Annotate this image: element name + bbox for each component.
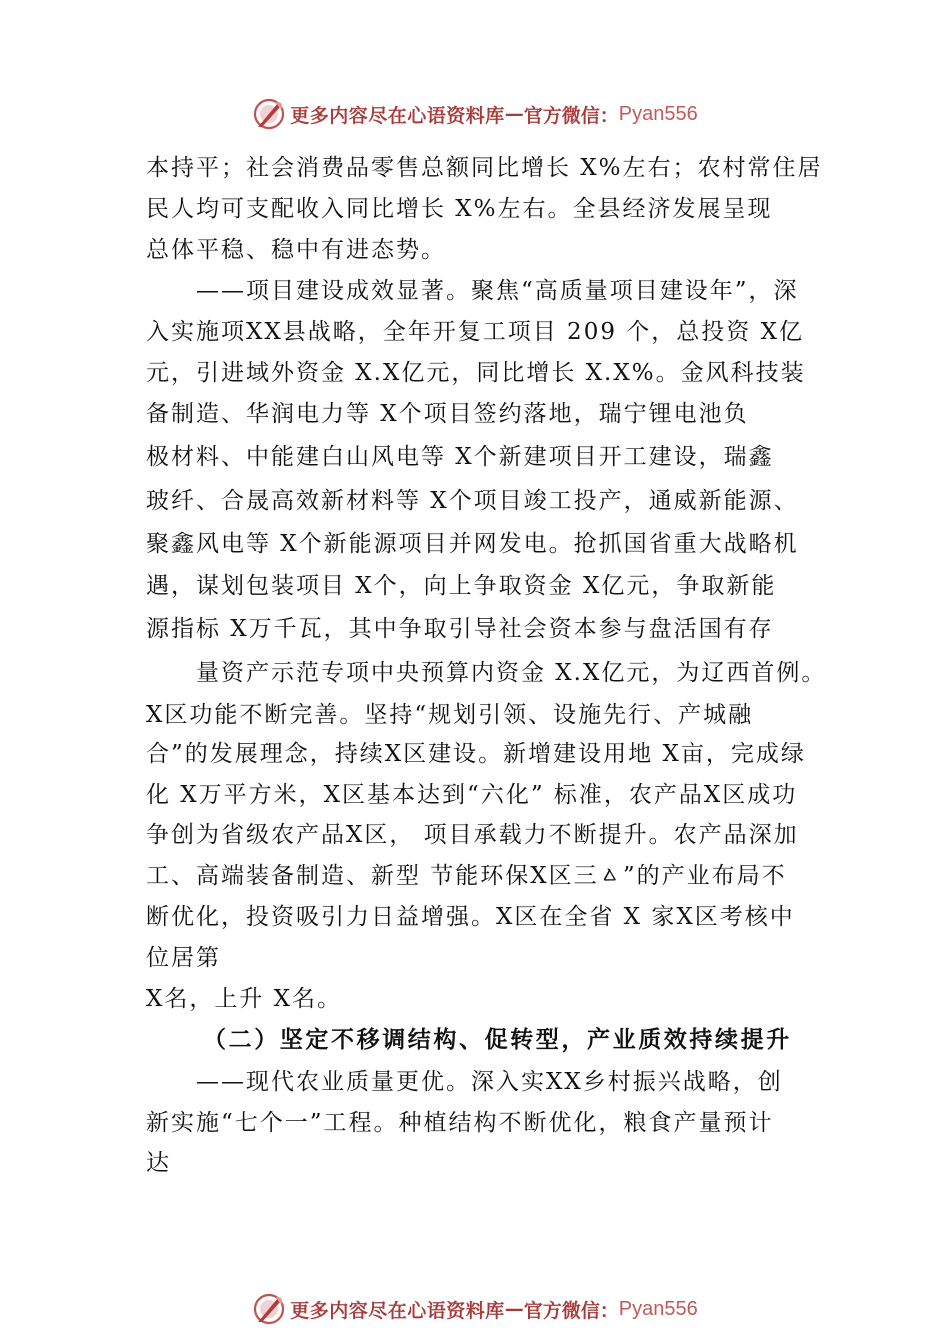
watermark-site-text: 更多内容尽在心语资料库 [290, 104, 505, 127]
body-line: X区功能不断完善。坚持“规划引领、设施先行、产城融 [146, 702, 754, 728]
watermark-banner-bottom [0, 1289, 950, 1329]
body-line: 聚鑫风电等 X个新能源项目并网发电。抢抓国省重大战略机 [146, 531, 799, 557]
quill-logo-icon [252, 97, 286, 131]
watermark-dash: — [504, 1298, 524, 1320]
body-line: 工、高端装备制造、新型 节能环保X区三ㅿ”的产业布局不 [146, 863, 787, 889]
body-line: 达 [146, 1150, 171, 1176]
body-line: 极材料、中能建白山风电等 X个新建项目开工建设，瑞鑫 [146, 444, 774, 470]
watermark-dash: — [504, 103, 524, 125]
body-line: 量资产示范专项中央预算内资金 X.X亿元，为辽西首例。 [196, 660, 827, 686]
body-line: 本持平；社会消费品零售总额同比增长 X%左右；农村常住居 [146, 155, 823, 181]
body-line: 备制造、华润电力等 X个项目签约落地，瑞宁锂电池负 [146, 401, 749, 427]
section-heading: （二）坚定不移调结构、促转型，产业质效持续提升 [203, 1026, 792, 1053]
body-line: 化 X万平方米，X区基本达到“六化” 标准，农产品X区成功 [146, 782, 798, 808]
watermark-site-text: 更多内容尽在心语资料库 [290, 1299, 505, 1322]
body-line: ——项目建设成效显著。聚焦“高质量项目建设年”，深 [196, 278, 799, 304]
body-line: 总体平稳、稳中有进态势。 [146, 237, 446, 263]
body-line: 源指标 X万千瓦，其中争取引导社会资本参与盘活国有存 [146, 616, 774, 642]
body-line: X名，上升 X名。 [146, 986, 343, 1012]
body-line: 争创为省级农产品X区， 项目承载力不断提升。农产品深加 [146, 822, 799, 848]
body-line: 新实施“七个一”工程。种植结构不断优化，粮食产量预计 [146, 1110, 774, 1136]
body-line: 遇，谋划包装项目 X个，向上争取资金 X亿元，争取新能 [146, 573, 777, 599]
watermark-wechat-id: Pyan556 [618, 102, 698, 125]
body-line: 位居第 [146, 945, 221, 971]
body-line: 民人均可支配收入同比增长 X%左右。全县经济发展呈现 [146, 196, 773, 222]
watermark-wechat-id: Pyan556 [618, 1297, 698, 1320]
quill-logo-icon [252, 1292, 286, 1326]
body-line: ——现代农业质量更优。深入实XX乡村振兴战略，创 [196, 1069, 783, 1095]
body-line: 合”的发展理念，持续X区建设。新增建设用地 X亩，完成绿 [146, 741, 806, 767]
watermark-wechat-label: 官方微信： [523, 104, 619, 127]
body-line: 入实施项XX县战略，全年开复工项目 209 个，总投资 X亿 [146, 319, 804, 345]
watermark-banner-top [0, 94, 950, 134]
body-line: 断优化，投资吸引力日益增强。X区在全省 X 家X区考核中 [146, 904, 795, 930]
body-line: 玻纤、合晟高效新材料等 X个项目竣工投产，通威新能源、 [146, 488, 799, 514]
body-line: 元，引进域外资金 X.X亿元，同比增长 X.X%。金风科技装 [146, 360, 806, 386]
watermark-wechat-label: 官方微信： [523, 1299, 619, 1322]
